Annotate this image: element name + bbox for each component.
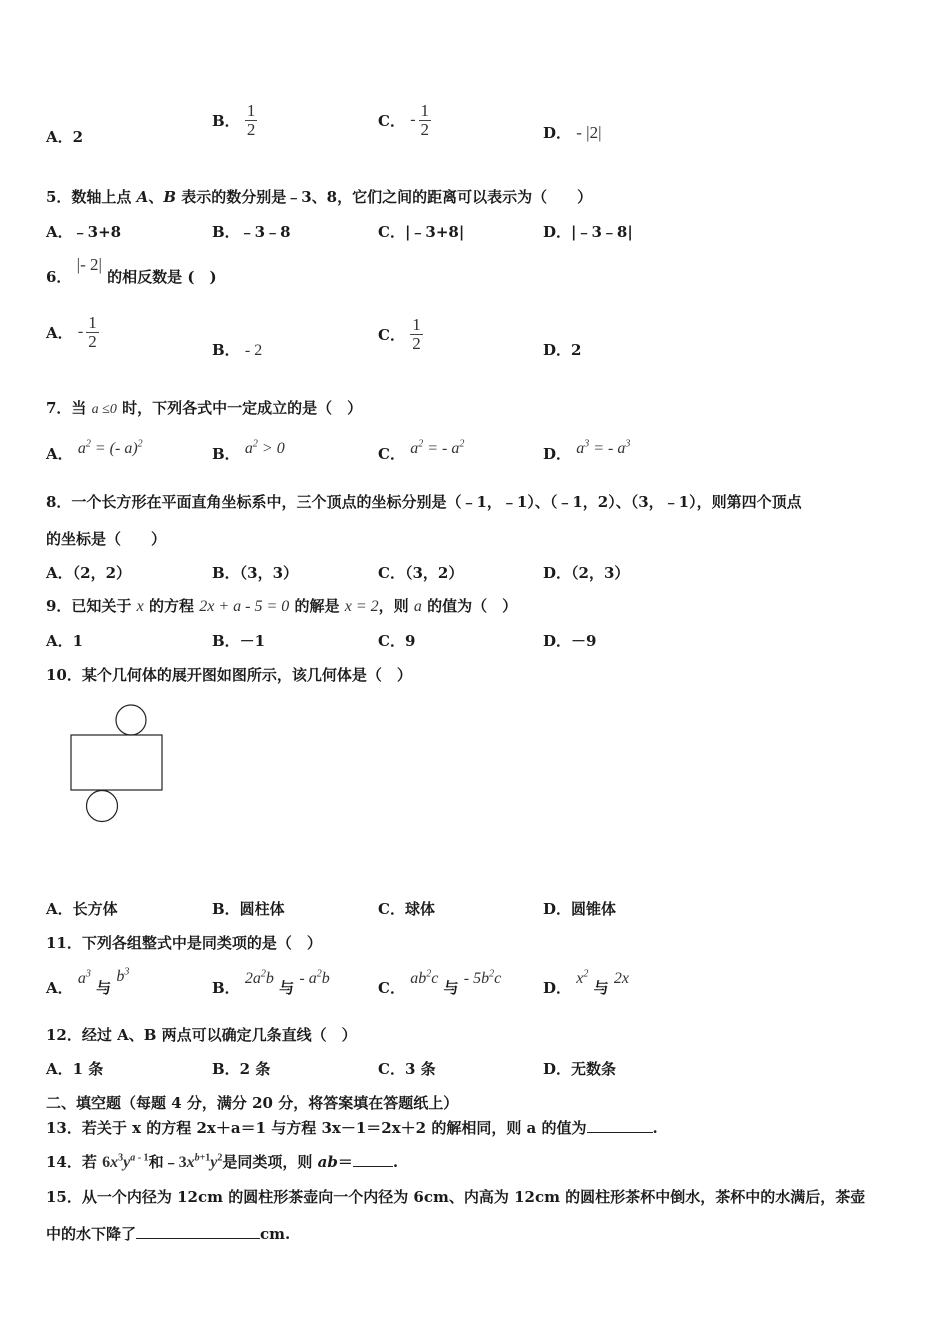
q5-option-d: D．|﹣3﹣8|	[543, 223, 633, 241]
q6-option-d: D．2	[543, 341, 582, 359]
q14-term1: $6x^3y^{a - 1}$	[102, 1152, 149, 1171]
q7-b-expr: $a^2 > 0$	[244, 438, 285, 457]
q12-option-b: B．2 条	[212, 1060, 271, 1078]
q10-option-c: C．球体	[378, 900, 435, 918]
top-circle	[116, 705, 146, 735]
q8-option-d: D．（2，3）	[543, 564, 630, 582]
q11-option-a: A． $a^3$ 与 $b^3$	[46, 966, 130, 997]
fraction: $\frac{1}{2}$	[412, 315, 421, 353]
answer-blank[interactable]	[136, 1224, 260, 1239]
q15-stem-line1: 15．从一个内径为 12cm 的圆柱形茶壶向一个内径为 6cm、内高为 12cm 的圆柱形茶杯中倒水，茶杯中的水满后，茶壶	[46, 1188, 866, 1206]
q8-option-a: A．（2，2）	[46, 564, 132, 582]
q12-option-a: A．1 条	[46, 1060, 104, 1078]
cylinder-net-figure	[66, 700, 172, 828]
section-2-title: 二、填空题（每题 4 分，满分 20 分，将答案填在答题纸上）	[46, 1094, 459, 1112]
q5-option-b: B．﹣3﹣8	[212, 223, 291, 241]
q10-stem: 10．某个几何体的展开图如图所示，该几何体是（ ）	[46, 666, 412, 684]
q11-option-d: D． $x^2$ 与 2x	[543, 968, 629, 997]
q8-option-b: B．（3，3）	[212, 564, 299, 582]
q10-option-b: B．圆柱体	[212, 900, 285, 918]
q8-stem-line2: 的坐标是（ ）	[46, 530, 167, 548]
q6-option-b: B． - 2	[212, 341, 263, 359]
lateral-rectangle	[71, 735, 162, 790]
q5-option-a: A．﹣3+8	[46, 223, 122, 241]
q14-stem: 14．若 $6x^3y^{a - 1}$和$﹣3x^{b+1}y^2$是同类项，则 ab＝ .	[46, 1152, 399, 1171]
q4-option-b	[212, 102, 257, 139]
bottom-circle	[87, 791, 118, 822]
q6-option-a: A． - $\frac{1}{2}$	[46, 313, 97, 351]
q6-option-c: C． $\frac{1}{2}$	[378, 315, 421, 353]
q10-option-a: A．长方体	[46, 900, 118, 918]
q5-stem: 5．数轴上点 A、B 表示的数分别是﹣3、8，它们之间的距离可以表示为（ ）	[46, 188, 593, 206]
fraction: $\frac{1}{2}$	[420, 101, 430, 139]
q7-d-expr: $a^3$ = - $a^3$	[576, 438, 631, 457]
q4-option-d: D． - |2|	[543, 123, 602, 142]
q9-stem: 9．已知关于 x 的方程 2x + a - 5 = 0 的解是 x = 2，则 a 的值为（ ）	[46, 597, 518, 615]
q4-option-a: A．2	[46, 128, 84, 146]
q15-stem-line2: 中的水下降了 cm.	[46, 1225, 291, 1243]
option-label: C．	[378, 111, 405, 130]
q12-option-c: C．3 条	[378, 1060, 436, 1078]
q9-option-d: D．－9	[543, 632, 597, 650]
q10-option-d: D．圆锥体	[543, 900, 617, 918]
q7-option-b: B． $a^2 > 0$	[212, 438, 285, 463]
q12-stem: 12．经过 A、B 两点可以确定几条直线（ ）	[46, 1026, 357, 1044]
q11-option-b: B． $2a^2b$ 与 - $a^2b$	[212, 968, 330, 997]
q7-option-c: C． $a^2$ = - $a^2$	[378, 438, 465, 463]
q7-c-expr: $a^2$ = - $a^2$	[410, 438, 465, 457]
q14-term2: $3x^{b+1}y^2$	[178, 1152, 223, 1171]
q7-option-d: D． $a^3$ = - $a^3$	[543, 438, 631, 463]
q9-option-a: A．1	[46, 632, 84, 650]
q6-stem: 6． |- 2| 的相反数是 ( )	[46, 255, 217, 286]
q5-option-c: C．|﹣3+8|	[378, 223, 465, 241]
q8-option-c: C．（3，2）	[378, 564, 464, 582]
q9-option-b: B．－1	[212, 632, 266, 650]
answer-blank[interactable]	[353, 1152, 393, 1167]
q11-option-c: C． $ab^2c$ 与 - $5b^2c$	[378, 968, 502, 997]
option-label: D．	[543, 124, 572, 142]
q7-a-expr: $a^2$ = (- a)$^2$	[77, 438, 143, 457]
option-label: B．	[212, 111, 240, 130]
q7-option-a: A． $a^2$ = (- a)$^2$	[46, 438, 143, 463]
q9-option-c: C．9	[378, 632, 416, 650]
q12-option-d: D．无数条	[543, 1060, 617, 1078]
q11-stem: 11．下列各组整式中是同类项的是（ ）	[46, 934, 322, 952]
answer-blank[interactable]	[587, 1118, 653, 1133]
q4-option-c: C． - $\frac{1}{2}$	[378, 101, 430, 139]
q8-stem-line1: 8．一个长方形在平面直角坐标系中，三个顶点的坐标分别是（﹣1，﹣1）、（﹣1，2）、（3，﹣1），则第四个顶点	[46, 493, 802, 511]
fraction: $\frac{1}{2}$	[88, 313, 97, 351]
q7-stem: 7．当 a ≤0 时，下列各式中一定成立的是（ ）	[46, 399, 363, 417]
q13-stem: 13．若关于 x 的方程 2x＋a＝1 与方程 3x－1＝2x＋2 的解相同，则 a 的值为 .	[46, 1119, 658, 1137]
fraction: $\frac{1}{2}$	[246, 101, 256, 139]
